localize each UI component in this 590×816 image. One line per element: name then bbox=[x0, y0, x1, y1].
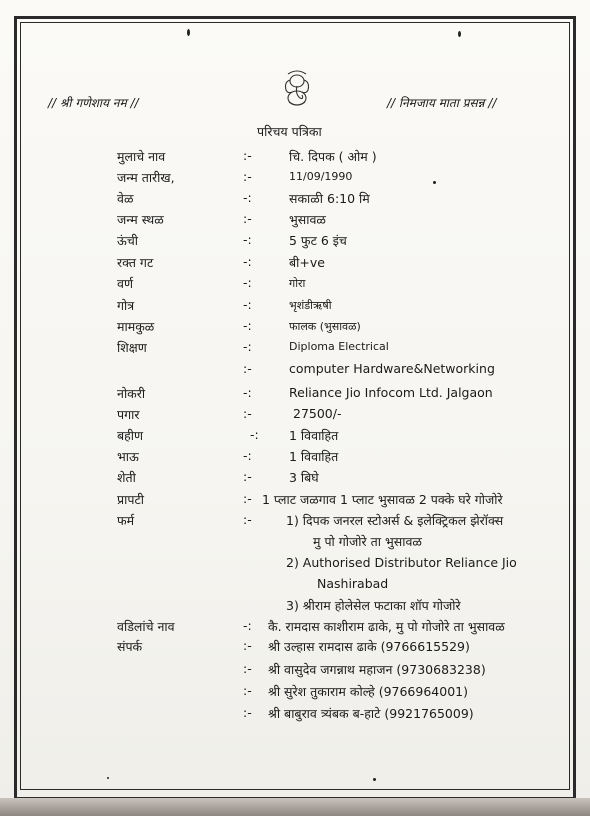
field-separator: -: bbox=[243, 318, 252, 333]
field-value: भुसावळ bbox=[289, 212, 326, 227]
field-label: मुलाचे नाव bbox=[117, 149, 166, 164]
field-separator: :- bbox=[243, 638, 252, 653]
field-label: गोत्र bbox=[117, 298, 135, 313]
field-value: 11/09/1990 bbox=[289, 170, 353, 183]
page-title: परिचय पत्रिका bbox=[257, 124, 322, 139]
right-invocation: // निमजाय माता प्रसन्न // bbox=[387, 96, 497, 110]
ink-mark bbox=[458, 31, 461, 37]
ink-mark bbox=[373, 778, 376, 781]
field-separator: -: bbox=[243, 275, 252, 290]
field-value: श्री उल्हास रामदास ढाके (9766615529) bbox=[268, 639, 470, 654]
field-label: वेळ bbox=[117, 191, 134, 206]
field-label: प्रापटी bbox=[117, 492, 144, 507]
field-value: सकाळी 6:10 मि bbox=[289, 191, 370, 206]
field-value: 1 विवाहित bbox=[289, 449, 339, 464]
field-value: Nashirabad bbox=[317, 576, 389, 591]
field-separator: :- bbox=[243, 705, 252, 720]
field-label: रक्त गट bbox=[117, 255, 154, 270]
field-separator: :- bbox=[243, 491, 252, 506]
field-value: 5 फुट 6 इंच bbox=[289, 233, 347, 248]
field-separator: :- bbox=[243, 683, 252, 698]
field-value: श्री सुरेश तुकाराम कोल्हे (9766964001) bbox=[268, 684, 468, 699]
field-separator: -: bbox=[250, 427, 259, 442]
field-value: बी+ve bbox=[289, 255, 325, 270]
field-value: श्री वासुदेव जगन्नाथ महाजन (9730683238) bbox=[268, 662, 486, 677]
field-separator: :- bbox=[243, 512, 252, 527]
field-value: गोरा bbox=[289, 277, 306, 290]
field-separator: -: bbox=[243, 448, 252, 463]
field-label: जन्म तारीख, bbox=[117, 170, 175, 185]
field-label: शिक्षण bbox=[117, 340, 147, 355]
field-label: शेती bbox=[117, 470, 136, 485]
field-label: वर्ण bbox=[117, 276, 133, 291]
field-value: 3) श्रीराम होलेसेल फटाका शॉप गोजोरे bbox=[286, 598, 461, 613]
field-label: संपर्क bbox=[117, 639, 143, 654]
field-separator: :- bbox=[243, 361, 252, 376]
field-label: मामकुळ bbox=[117, 319, 155, 334]
field-label: बहीण bbox=[117, 428, 144, 443]
field-label: नोकरी bbox=[117, 386, 146, 401]
ink-mark bbox=[187, 29, 190, 36]
field-value: चि. दिपक ( ओम ) bbox=[289, 149, 377, 164]
page-edge-shadow bbox=[0, 798, 590, 816]
field-separator: :- bbox=[243, 469, 252, 484]
ganesh-emblem-icon bbox=[280, 68, 314, 108]
field-separator: :- bbox=[243, 169, 252, 184]
field-separator: :- bbox=[243, 148, 252, 163]
field-separator: -: bbox=[243, 385, 252, 400]
field-value: 3 बिघे bbox=[289, 470, 319, 485]
field-separator: -: bbox=[243, 232, 252, 247]
field-separator: :- bbox=[243, 406, 252, 421]
field-value: Reliance Jio Infocom Ltd. Jalgaon bbox=[289, 385, 493, 400]
field-value: 2) Authorised Distributor Reliance Jio bbox=[286, 555, 517, 570]
field-separator: -: bbox=[243, 190, 252, 205]
field-label: वडिलांचे नाव bbox=[117, 619, 175, 634]
field-separator: -: bbox=[243, 254, 252, 269]
field-label: जन्म स्थळ bbox=[117, 212, 164, 227]
field-label: फर्म bbox=[117, 513, 135, 528]
field-separator: -: bbox=[243, 618, 252, 633]
field-value: मु पो गोजोरे ता भुसावळ bbox=[313, 534, 422, 549]
ink-mark bbox=[433, 181, 436, 184]
left-invocation: // श्री गणेशाय नम // bbox=[48, 96, 139, 110]
field-value: श्री बाबुराव त्र्यंबक ब-हाटे (9921765009) bbox=[268, 706, 474, 721]
field-value: Diploma Electrical bbox=[289, 340, 389, 353]
field-separator: :- bbox=[243, 211, 252, 226]
ink-mark bbox=[107, 777, 109, 779]
field-separator: -: bbox=[243, 297, 252, 312]
field-value: 1) दिपक जनरल स्टोअर्स & इलेक्ट्रिकल झेरॉक्स bbox=[286, 513, 504, 528]
field-value: कै. रामदास काशीराम ढाके, मु पो गोजोरे ता भुसावळ bbox=[268, 619, 505, 634]
field-label: ऊंची bbox=[117, 233, 138, 248]
field-value: 1 विवाहित bbox=[289, 428, 339, 443]
field-value: 27500/- bbox=[293, 406, 342, 421]
field-value: computer Hardware&Networking bbox=[289, 361, 495, 376]
field-value: भृशंडीऋषी bbox=[289, 299, 332, 312]
field-separator: :- bbox=[243, 661, 252, 676]
field-value: 1 प्लाट जळगाव 1 प्लाट भुसावळ 2 पक्के घरे गोजोरे bbox=[262, 492, 503, 507]
field-label: भाऊ bbox=[117, 449, 139, 464]
field-separator: -: bbox=[243, 339, 252, 354]
field-label: पगार bbox=[117, 407, 140, 422]
field-value: फालक (भुसावळ) bbox=[289, 320, 361, 333]
